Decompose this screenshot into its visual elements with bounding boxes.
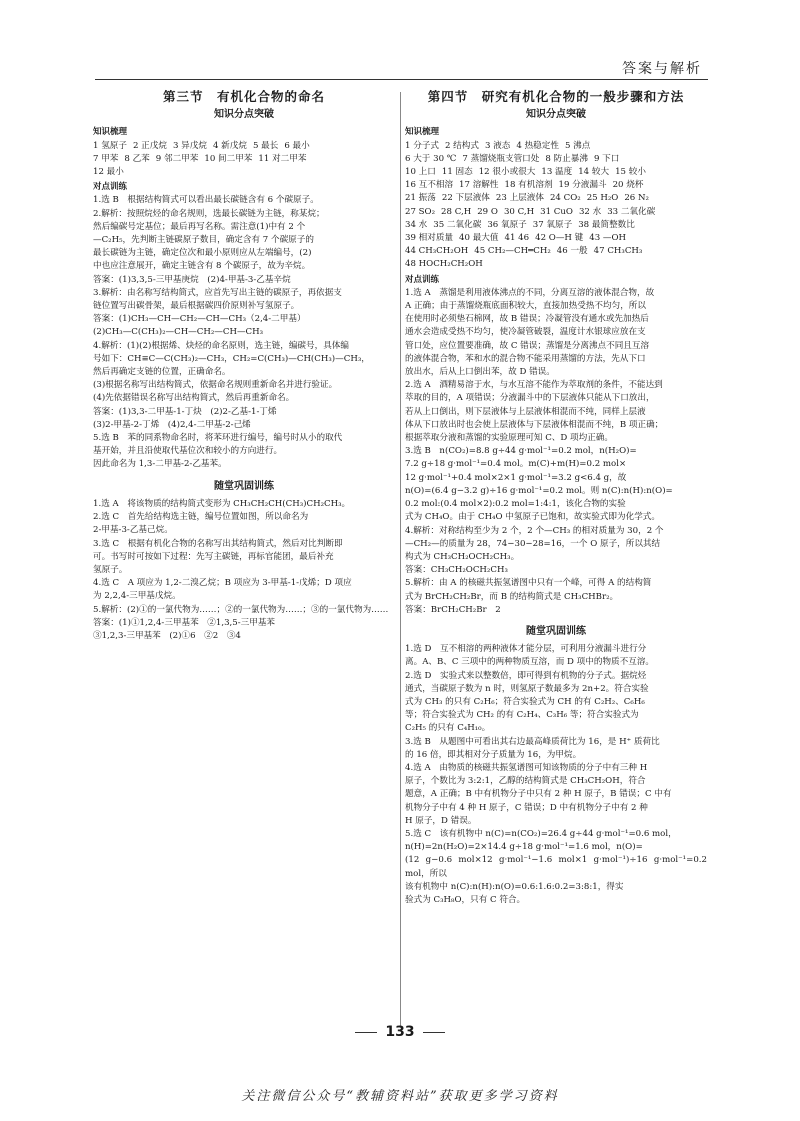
knowledge-item: 6 大于 30 ℃ bbox=[405, 153, 457, 164]
answer-line: 在使用时必须垫石棉网，故 B 错误；冷凝管没有通水或先加热后 bbox=[405, 314, 649, 325]
answer-line: 机物分子中有 4 种 H 原子，C 错误；D 中有机物分子中有 2 种 bbox=[405, 802, 648, 813]
knowledge-item: 13 温度 bbox=[541, 167, 573, 178]
answer-line: 答案：(1)CH₃—CH—CH₂—CH—CH₃（2,4-二甲基） bbox=[93, 314, 306, 325]
knowledge-item: 17 溶解性 bbox=[459, 180, 499, 191]
answer-line: 2.解析：按照烷烃的命名规则，选最长碳链为主链，称某烷； bbox=[93, 208, 325, 219]
practice-answers bbox=[93, 194, 395, 471]
knowledge-item: 38 最简整数比 bbox=[578, 219, 635, 230]
knowledge-item: 19 分液漏斗 bbox=[558, 180, 607, 191]
answer-line: 4.选 C A 项应为 1,2-二溴乙烷；B 项应为 3-甲基-1-戊烯；D 项应 bbox=[93, 578, 352, 589]
header-rule bbox=[95, 79, 708, 80]
answer-line: 式为 CH₃ 的只有 C₂H₆；符合实验式为 CH 的有 C₂H₂、C₆H₆ bbox=[405, 696, 645, 707]
knowledge-item: 9 下口 bbox=[593, 153, 620, 164]
answer-line: (12 g−0.6 mol×12 g·mol⁻¹−1.6 mol×1 g·mol⁻¹)÷16 g·mol⁻¹=0.2 mol，所以 bbox=[405, 855, 707, 879]
knowledge-row bbox=[405, 179, 707, 192]
answer-line: 的 16 倍，即其相对分子质量为 16，为甲烷。 bbox=[405, 749, 582, 760]
knowledge-item: 4 新戊烷 bbox=[212, 140, 247, 151]
knowledge-item: 40 最大值 bbox=[459, 233, 499, 244]
answer-line: 12 g·mol⁻¹+0.4 mol×2×1 g·mol⁻¹=3.2 g<6.4 g，故 bbox=[405, 472, 627, 483]
answer-line: n(H)=2n(H₂O)=2×14.4 g÷18 g·mol⁻¹=1.6 mol，n(O)= bbox=[405, 842, 643, 853]
answer-line: 基开始，并且沿使取代基位次和较小的方向进行。 bbox=[93, 446, 283, 457]
answer-line: 中也应注意展开，确定主链含有 8 个碳原子，故为辛烷。 bbox=[93, 261, 311, 272]
knowledge-item: 8 乙苯 bbox=[124, 153, 150, 164]
knowledge-item: 27 SO₂ bbox=[405, 206, 436, 217]
answer-line: —C₂H₅，先判断主链碳原子数目，确定含有 7 个碳原子的 bbox=[93, 235, 314, 246]
practice-heading: 对点训练 bbox=[93, 182, 128, 193]
page-number-dash bbox=[355, 1032, 377, 1033]
answer-line: (4)先依据错误名称写出结构简式，然后再重新命名。 bbox=[93, 393, 295, 404]
answer-line: H 原子，D 错误。 bbox=[405, 815, 477, 826]
answer-line: 5.解析：由 A 的核磁共振氢谱图中只有一个峰，可得 A 的结构简 bbox=[405, 578, 652, 589]
answer-line: 4.选 A 由物质的核磁共振氢谱图可知该物质的分子中有三种 H bbox=[405, 762, 648, 773]
answer-line: 萃取的目的，A 项错误；分液漏斗中的下层液体只能从下口放出， bbox=[405, 393, 655, 404]
knowledge-item: 31 CuO bbox=[540, 206, 573, 217]
section-title: 第三节 有机化合物的命名 bbox=[162, 89, 325, 104]
knowledge-item: 10 间二甲苯 bbox=[204, 153, 253, 164]
knowledge-item: 1 氢原子 bbox=[93, 140, 127, 151]
answer-line: 7.2 g÷18 g·mol⁻¹=0.4 mol。m(C)+m(H)=0.2 mol× bbox=[405, 459, 627, 470]
knowledge-item: 1 分子式 bbox=[405, 140, 439, 151]
knowledge-item: 16 互不相溶 bbox=[405, 180, 454, 191]
answer-line: C₂H₅ 的只有 C₄H₁₀。 bbox=[405, 723, 491, 734]
column-divider bbox=[400, 92, 401, 1027]
answer-line: A 正确；由于蒸馏烧瓶底面积较大，直接加热受热不均匀，所以 bbox=[405, 301, 646, 312]
knowledge-item: 25 H₂O bbox=[586, 193, 619, 204]
knowledge-item: 20 烧杯 bbox=[612, 180, 644, 191]
knowledge-heading: 知识梳理 bbox=[93, 127, 128, 138]
answer-line: (2)CH₃—C(CH₃)₂—CH—CH₂—CH—CH₃ bbox=[93, 327, 264, 338]
knowledge-row bbox=[93, 166, 395, 179]
page-number: 133 bbox=[385, 1024, 415, 1040]
knowledge-item: 23 上层液体 bbox=[495, 193, 544, 204]
knowledge-item: 9 邻二甲苯 bbox=[155, 153, 199, 164]
knowledge-row bbox=[405, 166, 707, 179]
knowledge-item: 32 水 bbox=[578, 206, 602, 217]
knowledge-item: 12 很小或很大 bbox=[478, 167, 536, 178]
answer-line: 1.选 D 互不相溶的两种液体才能分层，可利用分液漏斗进行分 bbox=[405, 644, 647, 655]
answer-line: ③1,2,3-三甲基苯 (2)①6 ②2 ③4 bbox=[93, 630, 241, 641]
knowledge-item: 39 相对质量 bbox=[405, 233, 454, 244]
answer-line: 答案：(1)3,3,5-三甲基庚烷 (2)4-甲基-3-乙基辛烷 bbox=[93, 274, 291, 285]
answer-line: 5.选 B 苯的同系物命名时，将苯环进行编号，编号时从小的取代 bbox=[93, 433, 343, 444]
knowledge-row bbox=[405, 258, 707, 271]
answer-line: 号如下：CH≡C—C(CH₃)₂—CH₃，CH₂=C(CH₃)—CH(CH₃)—CH₃， bbox=[93, 353, 370, 364]
header-title: 答案与解析 bbox=[622, 61, 702, 77]
answer-line: 放出水，后从上口倒出苯，故 D 错误。 bbox=[405, 367, 555, 378]
knowledge-row bbox=[93, 140, 395, 153]
knowledge-item: 14 较大 bbox=[578, 167, 610, 178]
answer-line: 2.选 A 酒精易溶于水，与水互溶不能作为萃取剂的条件，不能达到 bbox=[405, 380, 663, 391]
answer-line: (3)2-甲基-2-丁烯 (4)2,4-二甲基-2-己烯 bbox=[93, 419, 251, 430]
left-column bbox=[93, 90, 395, 643]
knowledge-row bbox=[405, 219, 707, 232]
consolidate-answers bbox=[93, 498, 395, 643]
knowledge-item: 7 甲苯 bbox=[93, 153, 119, 164]
practice-heading: 对点训练 bbox=[405, 274, 440, 285]
answer-line: 答案：(1)3,3-二甲基-1-丁炔 (2)2-乙基-1-丁烯 bbox=[93, 406, 277, 417]
answer-line: 为 2,2,4-三甲基戊烷。 bbox=[93, 591, 181, 602]
answer-line: 可。书写时可按如下过程：先写主碳链，再标官能团，最后补充 bbox=[93, 551, 334, 562]
answer-line: 3.选 B 从题图中可看出其右边最高峰质荷比为 16，是 H⁺ 质荷比 bbox=[405, 736, 660, 747]
answer-line: 4.解析：对称结构至少为 2 个，2 个—CH₃ 的相对质量为 30，2 个 bbox=[405, 525, 664, 536]
knowledge-item: 45 CH₂—CH═CH₂ bbox=[474, 246, 551, 257]
answer-line: 3.解析：由名称写结构简式，应首先写出主链的碳原子，再依据支 bbox=[93, 287, 342, 298]
page-header bbox=[95, 54, 708, 80]
consolidate-answers bbox=[405, 643, 707, 907]
answer-line: 原子，个数比为 3:2:1，乙醇的结构简式是 CH₃CH₂OH，符合 bbox=[405, 776, 646, 787]
answer-line: 通水会造成受热不均匀，使冷凝管破裂，温度计水银球应放在支 bbox=[405, 327, 646, 338]
page-number-dash bbox=[423, 1032, 445, 1033]
knowledge-item: 15 较小 bbox=[615, 167, 646, 178]
answer-line: 2.选 D 实验式来以整数倍，即可得到有机物的分子式。据烷烃 bbox=[405, 670, 647, 681]
knowledge-row bbox=[405, 232, 707, 245]
answer-line: 3.选 C 根据有机化合物的名称写出其结构简式，然后对比判断即 bbox=[93, 538, 343, 549]
answer-line: 5.选 C 该有机物中 n(C)=n(CO₂)=26.4 g÷44 g·mol⁻¹=0.6 mol， bbox=[405, 828, 677, 839]
knowledge-item: 6 最小 bbox=[284, 140, 310, 151]
answer-line: 体从下口放出时也会使上层液体与下层液体相混而不纯，B 项正确； bbox=[405, 419, 664, 430]
answer-line: 验式为 C₃H₈O，只有 C 符合。 bbox=[405, 894, 526, 905]
answer-line: 1.选 A 蒸馏是利用液体沸点的不同，分离互溶的液体混合物，故 bbox=[405, 287, 655, 298]
practice-answers bbox=[405, 287, 707, 617]
knowledge-item: 26 N₂ bbox=[624, 193, 649, 204]
answer-line: 答案：BrCH₂CH₂Br 2 bbox=[405, 604, 501, 615]
knowledge-item: 22 下层液体 bbox=[441, 193, 490, 204]
answer-line: 3.选 B n(CO₂)=8.8 g÷44 g·mol⁻¹=0.2 mol，n(H₂O)= bbox=[405, 446, 637, 457]
subsection-title: 知识分点突破 bbox=[214, 109, 274, 121]
answer-line: 等；符合实验式为 CH₂ 的有 C₂H₄、C₃H₆ 等；符合实验式为 bbox=[405, 710, 639, 721]
knowledge-heading: 知识梳理 bbox=[405, 127, 440, 138]
knowledge-item: 28 C,H bbox=[441, 206, 472, 217]
knowledge-row bbox=[405, 245, 707, 258]
knowledge-item: 41 46 bbox=[504, 233, 530, 244]
subsection-title: 知识分点突破 bbox=[526, 109, 586, 121]
knowledge-item: 4 热稳定性 bbox=[516, 140, 559, 151]
knowledge-item: 43 —OH bbox=[589, 233, 627, 244]
right-column bbox=[405, 90, 707, 907]
answer-line: 因此命名为 1,3-二甲基-2-乙基苯。 bbox=[93, 459, 227, 470]
answer-line: 链位置写出碳骨架，最后根据碳四价原则补写氢原子。 bbox=[93, 301, 300, 312]
answer-line: 管口处，应位置要准确，故 C 错误；蒸馏是分离沸点不同且互溶 bbox=[405, 340, 650, 351]
answer-line: 4.解析：(1)(2)根据烯、炔烃的命名原则，选主链，编碳号，具体编 bbox=[93, 340, 349, 351]
knowledge-item: 21 振荡 bbox=[405, 193, 436, 204]
answer-line: 根据萃取分液和蒸馏的实验原理可知 C、D 项均正确。 bbox=[405, 433, 613, 444]
answer-line: 0.2 mol:(0.4 mol×2):0.2 mol=1:4:1，该化合物的实验 bbox=[405, 499, 626, 510]
knowledge-item: 42 O—H 键 bbox=[535, 233, 584, 244]
answer-line: 的液体混合物，苯和水的混合物不能采用蒸馏的方法，先从下口 bbox=[405, 353, 646, 364]
knowledge-item: 35 二氧化碳 bbox=[433, 219, 482, 230]
answer-line: 最长碳链为主链，确定位次和最小原则应从左端编号，(2) bbox=[93, 248, 312, 259]
knowledge-item: 30 C,H bbox=[503, 206, 535, 217]
answer-line: (3)根据名称写出结构简式，依据命名规则重新命名并进行验证。 bbox=[93, 380, 338, 391]
answer-line: 5.解析：(2)①的一氯代物为……；②的一氯代物为……；③的一氯代物为…… bbox=[93, 604, 389, 615]
knowledge-row bbox=[405, 206, 707, 219]
answer-line: 通式，当碳原子数为 n 时，则氢原子数最多为 2n+2。符合实验 bbox=[405, 683, 649, 694]
consolidate-title: 随堂巩固训练 bbox=[214, 480, 274, 492]
knowledge-item: 10 上口 bbox=[405, 167, 436, 178]
knowledge-row bbox=[405, 192, 707, 205]
knowledge-item: 24 CO₂ bbox=[549, 193, 581, 204]
answer-line: 题意，A 正确；B 中有机物分子中只有 2 种 H 原子，B 错误；C 中有 bbox=[405, 789, 672, 800]
answer-line: 然后再确定支链的位置，正确命名。 bbox=[93, 367, 231, 378]
knowledge-item: 7 蒸馏烧瓶支管口处 bbox=[462, 153, 540, 164]
footer-note: 关注微信公众号“教辅资料站”获取更多学习资料 bbox=[241, 1089, 559, 1104]
answer-line: 式为 CH₄O。由于 CH₄O 中氢原子已饱和，故实验式即为化学式。 bbox=[405, 512, 660, 523]
knowledge-item: 18 有机溶剂 bbox=[504, 180, 553, 191]
knowledge-item: 11 对二甲苯 bbox=[258, 153, 307, 164]
knowledge-item: 48 HOCH₂CH₂OH bbox=[405, 259, 483, 270]
knowledge-item: 3 异戊烷 bbox=[172, 140, 207, 151]
section-title: 第四节 研究有机化合物的一般步骤和方法 bbox=[427, 89, 685, 104]
knowledge-item: 5 沸点 bbox=[564, 140, 591, 151]
answer-line: 氢原子。 bbox=[93, 564, 128, 575]
page-number-area bbox=[0, 1024, 800, 1040]
knowledge-item: 37 氧原子 bbox=[532, 219, 573, 230]
answer-line: 该有机物中 n(C):n(H):n(O)=0.6:1.6:0.2=3:8:1，得实 bbox=[405, 881, 624, 892]
answer-line: 构式为 CH₃CH₂OCH₂CH₃。 bbox=[405, 551, 520, 562]
answer-line: 1.选 B 根据结构简式可以看出最长碳链含有 6 个碳原子。 bbox=[93, 195, 319, 206]
answer-line: 2.选 C 首先给结构选主链，编号位置如图，所以命名为 bbox=[93, 512, 309, 523]
knowledge-item: 8 防止暴沸 bbox=[545, 153, 588, 164]
knowledge-points bbox=[93, 140, 395, 180]
answer-line: —CH₂—的质量为 28，74−30−28=16，一个 O 原子，所以其结 bbox=[405, 538, 661, 549]
knowledge-item: 11 固态 bbox=[441, 167, 473, 178]
answer-line: 答案：(1)①1,2,4-三甲基苯 ②1,3,5-三甲基苯 bbox=[93, 617, 276, 628]
knowledge-points bbox=[405, 140, 707, 272]
knowledge-item: 33 二氧化碳 bbox=[607, 206, 656, 217]
knowledge-item: 46 一般 bbox=[556, 246, 588, 257]
knowledge-row bbox=[405, 140, 707, 153]
consolidate-title: 随堂巩固训练 bbox=[526, 625, 586, 637]
knowledge-item: 2 结构式 bbox=[444, 140, 479, 151]
knowledge-row bbox=[93, 153, 395, 166]
answer-line: 答案：CH₃CH₂OCH₂CH₃ bbox=[405, 565, 508, 576]
knowledge-item: 3 液态 bbox=[484, 140, 511, 151]
answer-line: 2-甲基-3-乙基己烷。 bbox=[93, 525, 173, 536]
knowledge-item: 12 最小 bbox=[93, 167, 124, 178]
knowledge-item: 29 O bbox=[477, 206, 498, 217]
answer-line: 式为 BrCH₂CH₂Br，而 B 的结构简式是 CH₃CHBr₂。 bbox=[405, 591, 619, 602]
answer-line: 离。A、B、C 三项中的两种物质互溶，而 D 项中的物质不互溶。 bbox=[405, 657, 655, 668]
knowledge-item: 2 正戊烷 bbox=[132, 140, 167, 151]
knowledge-item: 44 CH₃CH₂OH bbox=[405, 246, 469, 257]
knowledge-item: 36 氧原子 bbox=[487, 219, 527, 230]
answer-line: n(O)=(6.4 g−3.2 g)÷16 g·mol⁻¹=0.2 mol。则 n(C):n(H):n(O)= bbox=[405, 485, 673, 496]
knowledge-row bbox=[405, 153, 707, 166]
answer-line: 若从上口倒出，则下层液体与上层液体相混而不纯，同样上层液 bbox=[405, 406, 646, 417]
knowledge-item: 34 水 bbox=[405, 219, 428, 230]
knowledge-item: 47 CH₃CH₃ bbox=[593, 246, 643, 257]
answer-line: 1.选 A 将该物质的结构简式变形为 CH₃CH₂CH(CH₃)CH₂CH₃。 bbox=[93, 498, 351, 509]
answer-line: 然后编碳号定基位；最后再写名称。需注意(1)中有 2 个 bbox=[93, 221, 306, 232]
knowledge-item: 5 最长 bbox=[252, 140, 279, 151]
